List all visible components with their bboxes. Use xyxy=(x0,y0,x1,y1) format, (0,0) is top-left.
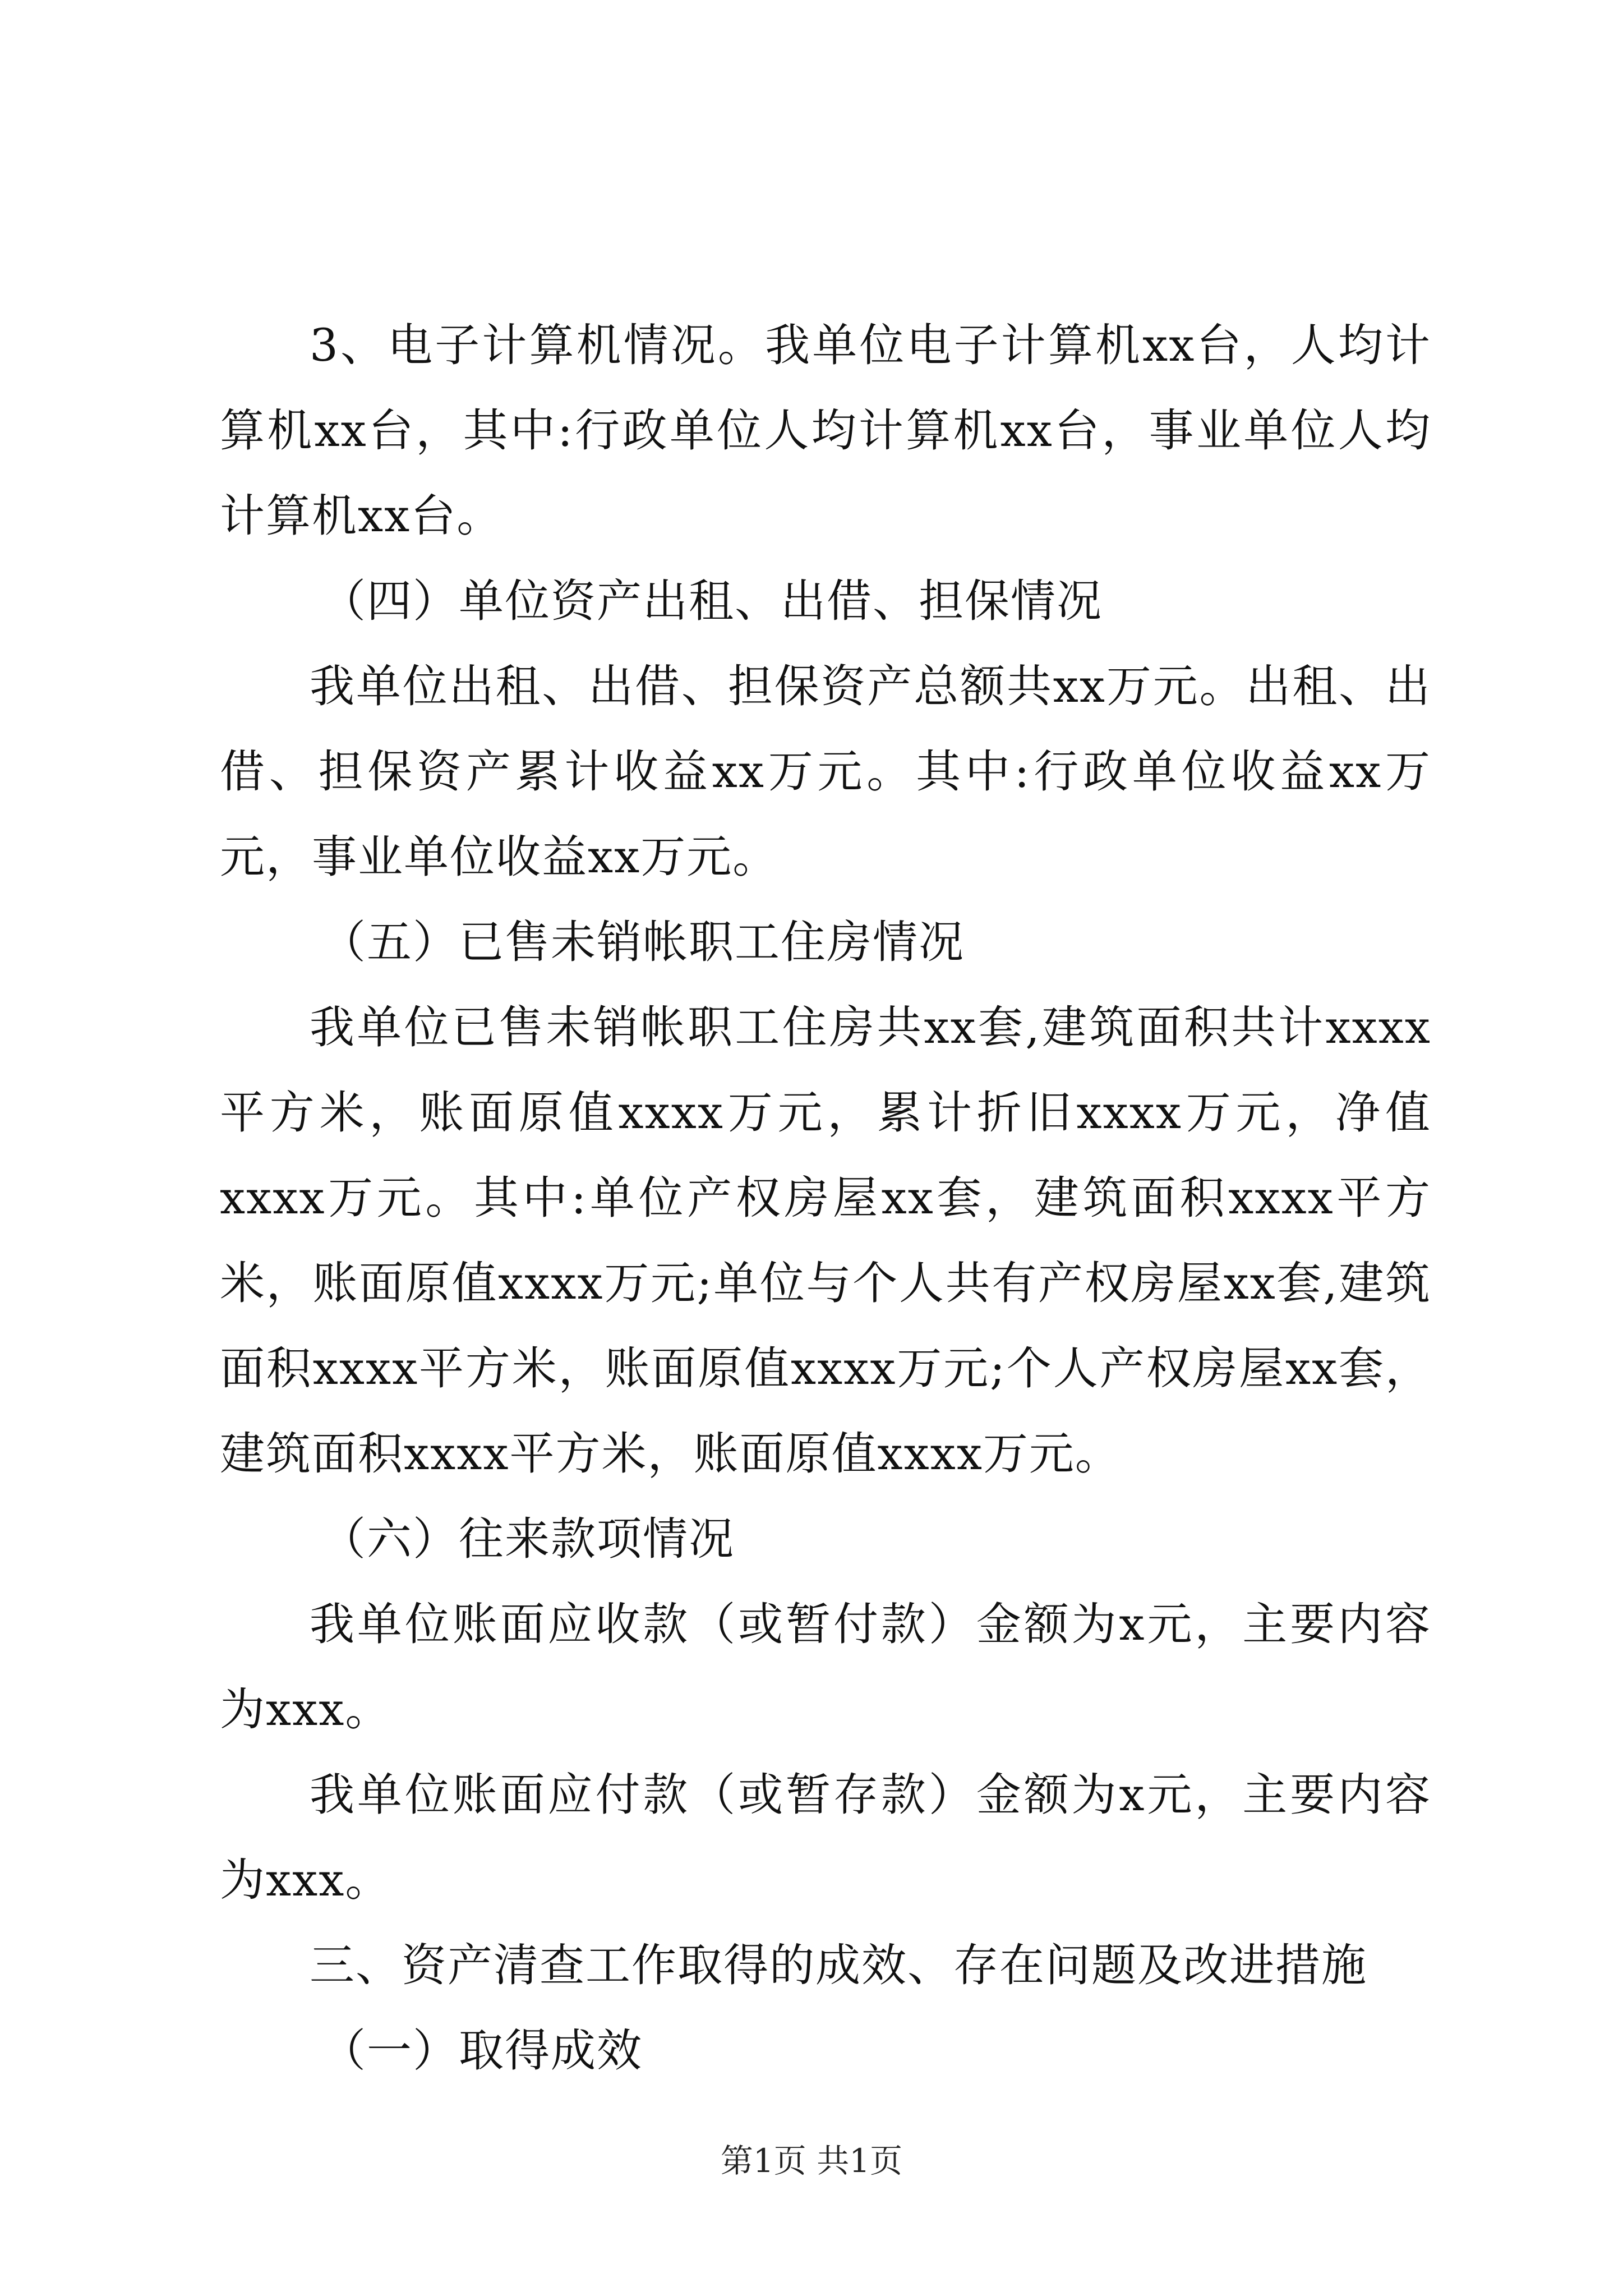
subsection-heading-1: （一）取得成效 xyxy=(321,2024,643,2077)
section-heading-6: （六）往来款项情况 xyxy=(321,1513,735,1565)
paragraph-staff-housing: 我单位已售未销帐职工住房共xx套,建筑面积共计xxxx平方米，账面原值xxxx万元，累计折旧xxxx万元，净值xxxx万元。其中:单位产权房屋xx套，建筑面积xxxx平方米，账面原值xxxx万元;单位与个人共有产权房屋xx套,建筑面积xxxx平方米，账面原值xxxx万元;个人产权房屋xx套，建筑面积xxxx平方米，账面原值xxxx万元。 xyxy=(220,1001,1431,1480)
document-body xyxy=(220,303,1431,2093)
paragraph-lease-guarantee: 我单位出租、出借、担保资产总额共xx万元。出租、出借、担保资产累计收益xx万元。其中:行政单位收益xx万元，事业单位收益xx万元。 xyxy=(220,660,1431,883)
page-footer: 第1页 共1页 xyxy=(720,2142,903,2180)
paragraph-receivables: 我单位账面应收款（或暂付款）金额为x元，主要内容为xxx。 xyxy=(220,1598,1431,1736)
paragraph-payables: 我单位账面应付款（或暂存款）金额为x元，主要内容为xxx。 xyxy=(220,1769,1431,1906)
paragraph-computers: 3、电子计算机情况。我单位电子计算机xx台，人均计算机xx台，其中:行政单位人均计算机xx台，事业单位人均计算机xx台。 xyxy=(220,319,1431,542)
section-heading-4: （四）单位资产出租、出借、担保情况 xyxy=(321,575,1103,627)
section-heading-5: （五）已售未销帐职工住房情况 xyxy=(321,916,965,968)
section-title-3: 三、资产清查工作取得的成效、存在问题及改进措施 xyxy=(310,1939,1367,1991)
